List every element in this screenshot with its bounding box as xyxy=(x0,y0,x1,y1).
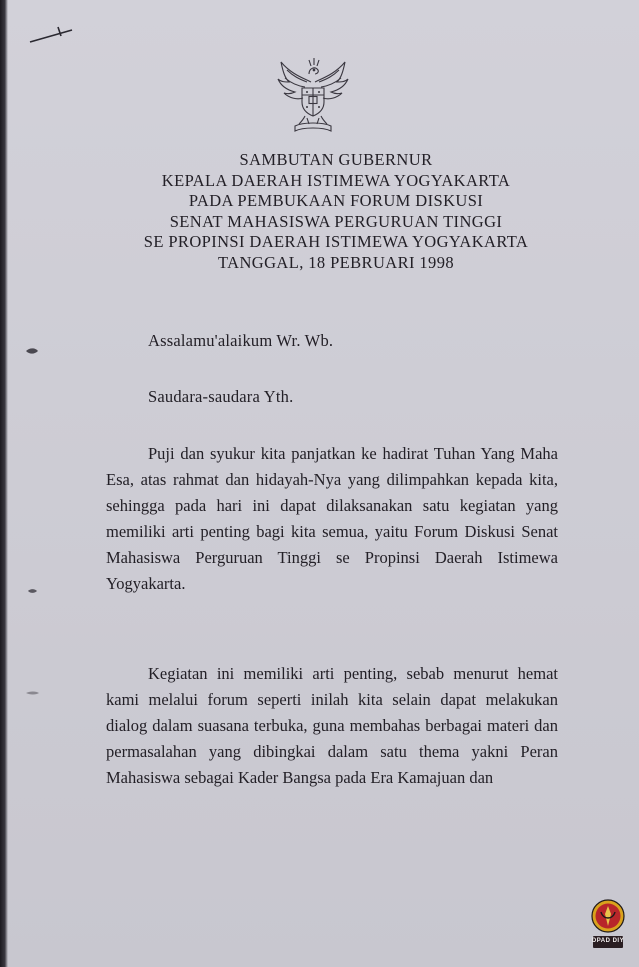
punch-hole-mark xyxy=(22,345,42,357)
body-paragraph xyxy=(106,661,558,791)
seal-label: DPAD DIY xyxy=(591,938,625,944)
punch-hole-mark xyxy=(22,687,42,699)
punch-hole-mark xyxy=(22,585,42,597)
garuda-emblem-icon xyxy=(273,52,353,136)
salutation: Saudara-saudara Yth. xyxy=(148,387,294,406)
heading-line: SE PROPINSI DAERAH ISTIMEWA YOGYAKARTA xyxy=(143,232,529,251)
heading-line: SENAT MAHASISWA PERGURUAN TINGGI xyxy=(169,211,503,231)
paragraph-text: Kegiatan ini memiliki arti penting, sebab menurut hemat kami melalui forum seperti inilah kita selain dapat melakukan dialog dalam suasana terbuka, guna membahas berbagai materi dan permasalahan yang dibingkai dalam satu thema yakni Peran Mahasiswa sebagai Kader Bangsa pada Era Kamajuan dan xyxy=(106,664,558,787)
greeting: Assalamu'alaikum Wr. Wb. xyxy=(148,331,334,350)
heading-line: SAMBUTAN GUBERNUR xyxy=(239,150,433,169)
scan-edge-shadow xyxy=(0,0,8,967)
heading-line: KEPALA DAERAH ISTIMEWA YOGYAKARTA xyxy=(161,170,511,190)
heading-line: PADA PEMBUKAAN FORUM DISKUSI xyxy=(188,191,484,210)
speech-heading xyxy=(110,150,562,273)
paragraph-text: Puji dan syukur kita panjatkan ke hadirat Tuhan Yang Maha Esa, atas rahmat dan hidayah-Nya yang dilimpahkan kepada kita, sehingga pada hari ini dapat dilaksanakan satu kegiatan yang memiliki arti penting bagi kita semua, yaitu Forum Diskusi Senat Mahasiswa Perguruan Tinggi se Propinsi Daerah Istimewa Yogyakarta. xyxy=(106,444,558,593)
heading-date: TANGGAL, 18 PEBRUARI 1998 xyxy=(217,252,454,272)
body-paragraph xyxy=(106,441,558,597)
pencil-annotation-mark xyxy=(28,24,74,46)
